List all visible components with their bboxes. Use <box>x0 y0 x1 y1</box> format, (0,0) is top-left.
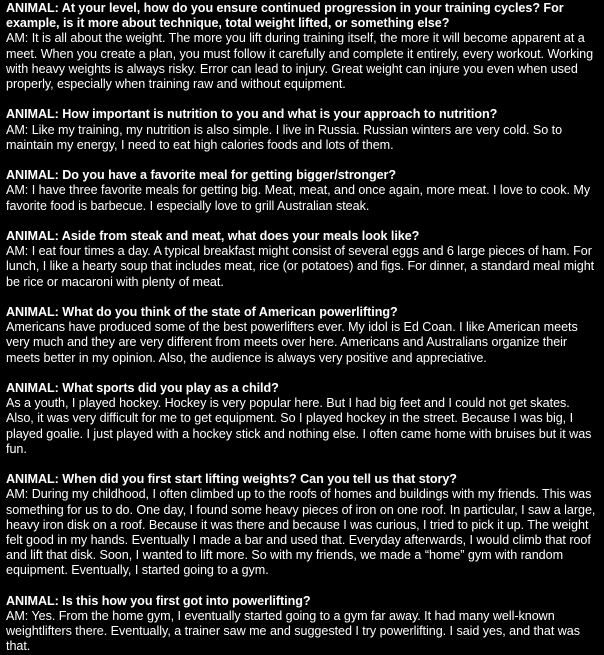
qa-block <box>6 107 600 153</box>
answer-text: AM: I eat four times a day. A typical breakfast might consist of several eggs and 6 large pieces of ham. For lunch, I like a hearty soup that includes meat, rice (or potatoes) and figs. For dinner, a standard meal might be rice or macaroni with plenty of meat. <box>6 244 595 289</box>
answer-text: AM: It is all about the weight. The more you lift during training itself, the more it will become apparent at a meet. When you create a plan, you must follow it carefully and complete it entirely, every workout. Working with heavy weights is always risky. Error can lead to injury. Great weight can injure you even when used properly, especially when training raw and without equipment. <box>6 31 594 92</box>
answer-text: Americans have produced some of the best powerlifters ever. My idol is Ed Coan. I like American meets very much and they are very different from meets over here. Americans and Australians organize their meets better in my opinion. Also, the audience is always very positive and appreciative. <box>6 320 578 365</box>
question-text: ANIMAL: Do you have a favorite meal for getting bigger/stronger? <box>6 168 397 183</box>
answer-text: AM: I have three favorite meals for getting big. Meat, meat, and once again, more meat. I love to cook. My favorite food is barbecue. I especially love to grill Australian steak. <box>6 183 591 213</box>
qa-block <box>6 472 600 578</box>
answer-text: AM: During my childhood, I often climbed up to the roofs of homes and buildings with my friends. This was something for us to do. One day, I found some heavy pieces of iron on one roof. In particular, I saw a large, heavy iron disk on a roof. Because it was there and because I was curious, I tried to pick it up. The weight felt good in my hands. Eventually I made a bar and used that. Everyday afterwards, I would climb that roof and lift that disk. Soon, I wanted to lift more. So with my friends, we made a “home” gym with random equipment. Eventually, I started going to a gym. <box>6 487 596 578</box>
question-text: ANIMAL: Aside from steak and meat, what does your meals look like? <box>6 229 420 243</box>
qa-block <box>6 1 600 92</box>
answer-text: AM: Yes. From the home gym, I eventually started going to a gym far away. It had many well-known weightlifters there. Eventually, a trainer saw me and suggested I try powerlifting. I said yes, and that was that. <box>6 609 580 654</box>
qa-block <box>6 381 600 457</box>
answer-text: AM: Like my training, my nutrition is also simple. I live in Russia. Russian winters are very cold. So to maintain my energy, I need to eat high calories foods and lots of them. <box>6 122 563 152</box>
question-text: ANIMAL: What do you think of the state of American powerlifting? <box>6 305 398 319</box>
question-text: ANIMAL: At your level, how do you ensure continued progression in your training cycles? For example, is it more about technique, total weight lifted, or something else? <box>6 1 564 31</box>
question-text: ANIMAL: When did you first start lifting weights? Can you tell us that story? <box>6 472 457 487</box>
qa-block <box>6 594 600 655</box>
question-text: ANIMAL: How important is nutrition to you and what is your approach to nutrition? <box>6 107 498 122</box>
question-text: ANIMAL: What sports did you play as a child? <box>6 381 279 395</box>
answer-text: As a youth, I played hockey. Hockey is very popular here. But I had big feet and I could not get skates. Also, it was very difficult for me to get equipment. So I played hockey in the street. Because I was big, I played goalie. I just played with a hockey stick and nothing else. I often came home with bruises but it was fun. <box>6 396 592 456</box>
qa-block <box>6 168 600 214</box>
qa-block <box>6 229 600 290</box>
qa-block <box>6 305 600 366</box>
question-text: ANIMAL: Is this how you first got into powerlifting? <box>6 593 311 608</box>
